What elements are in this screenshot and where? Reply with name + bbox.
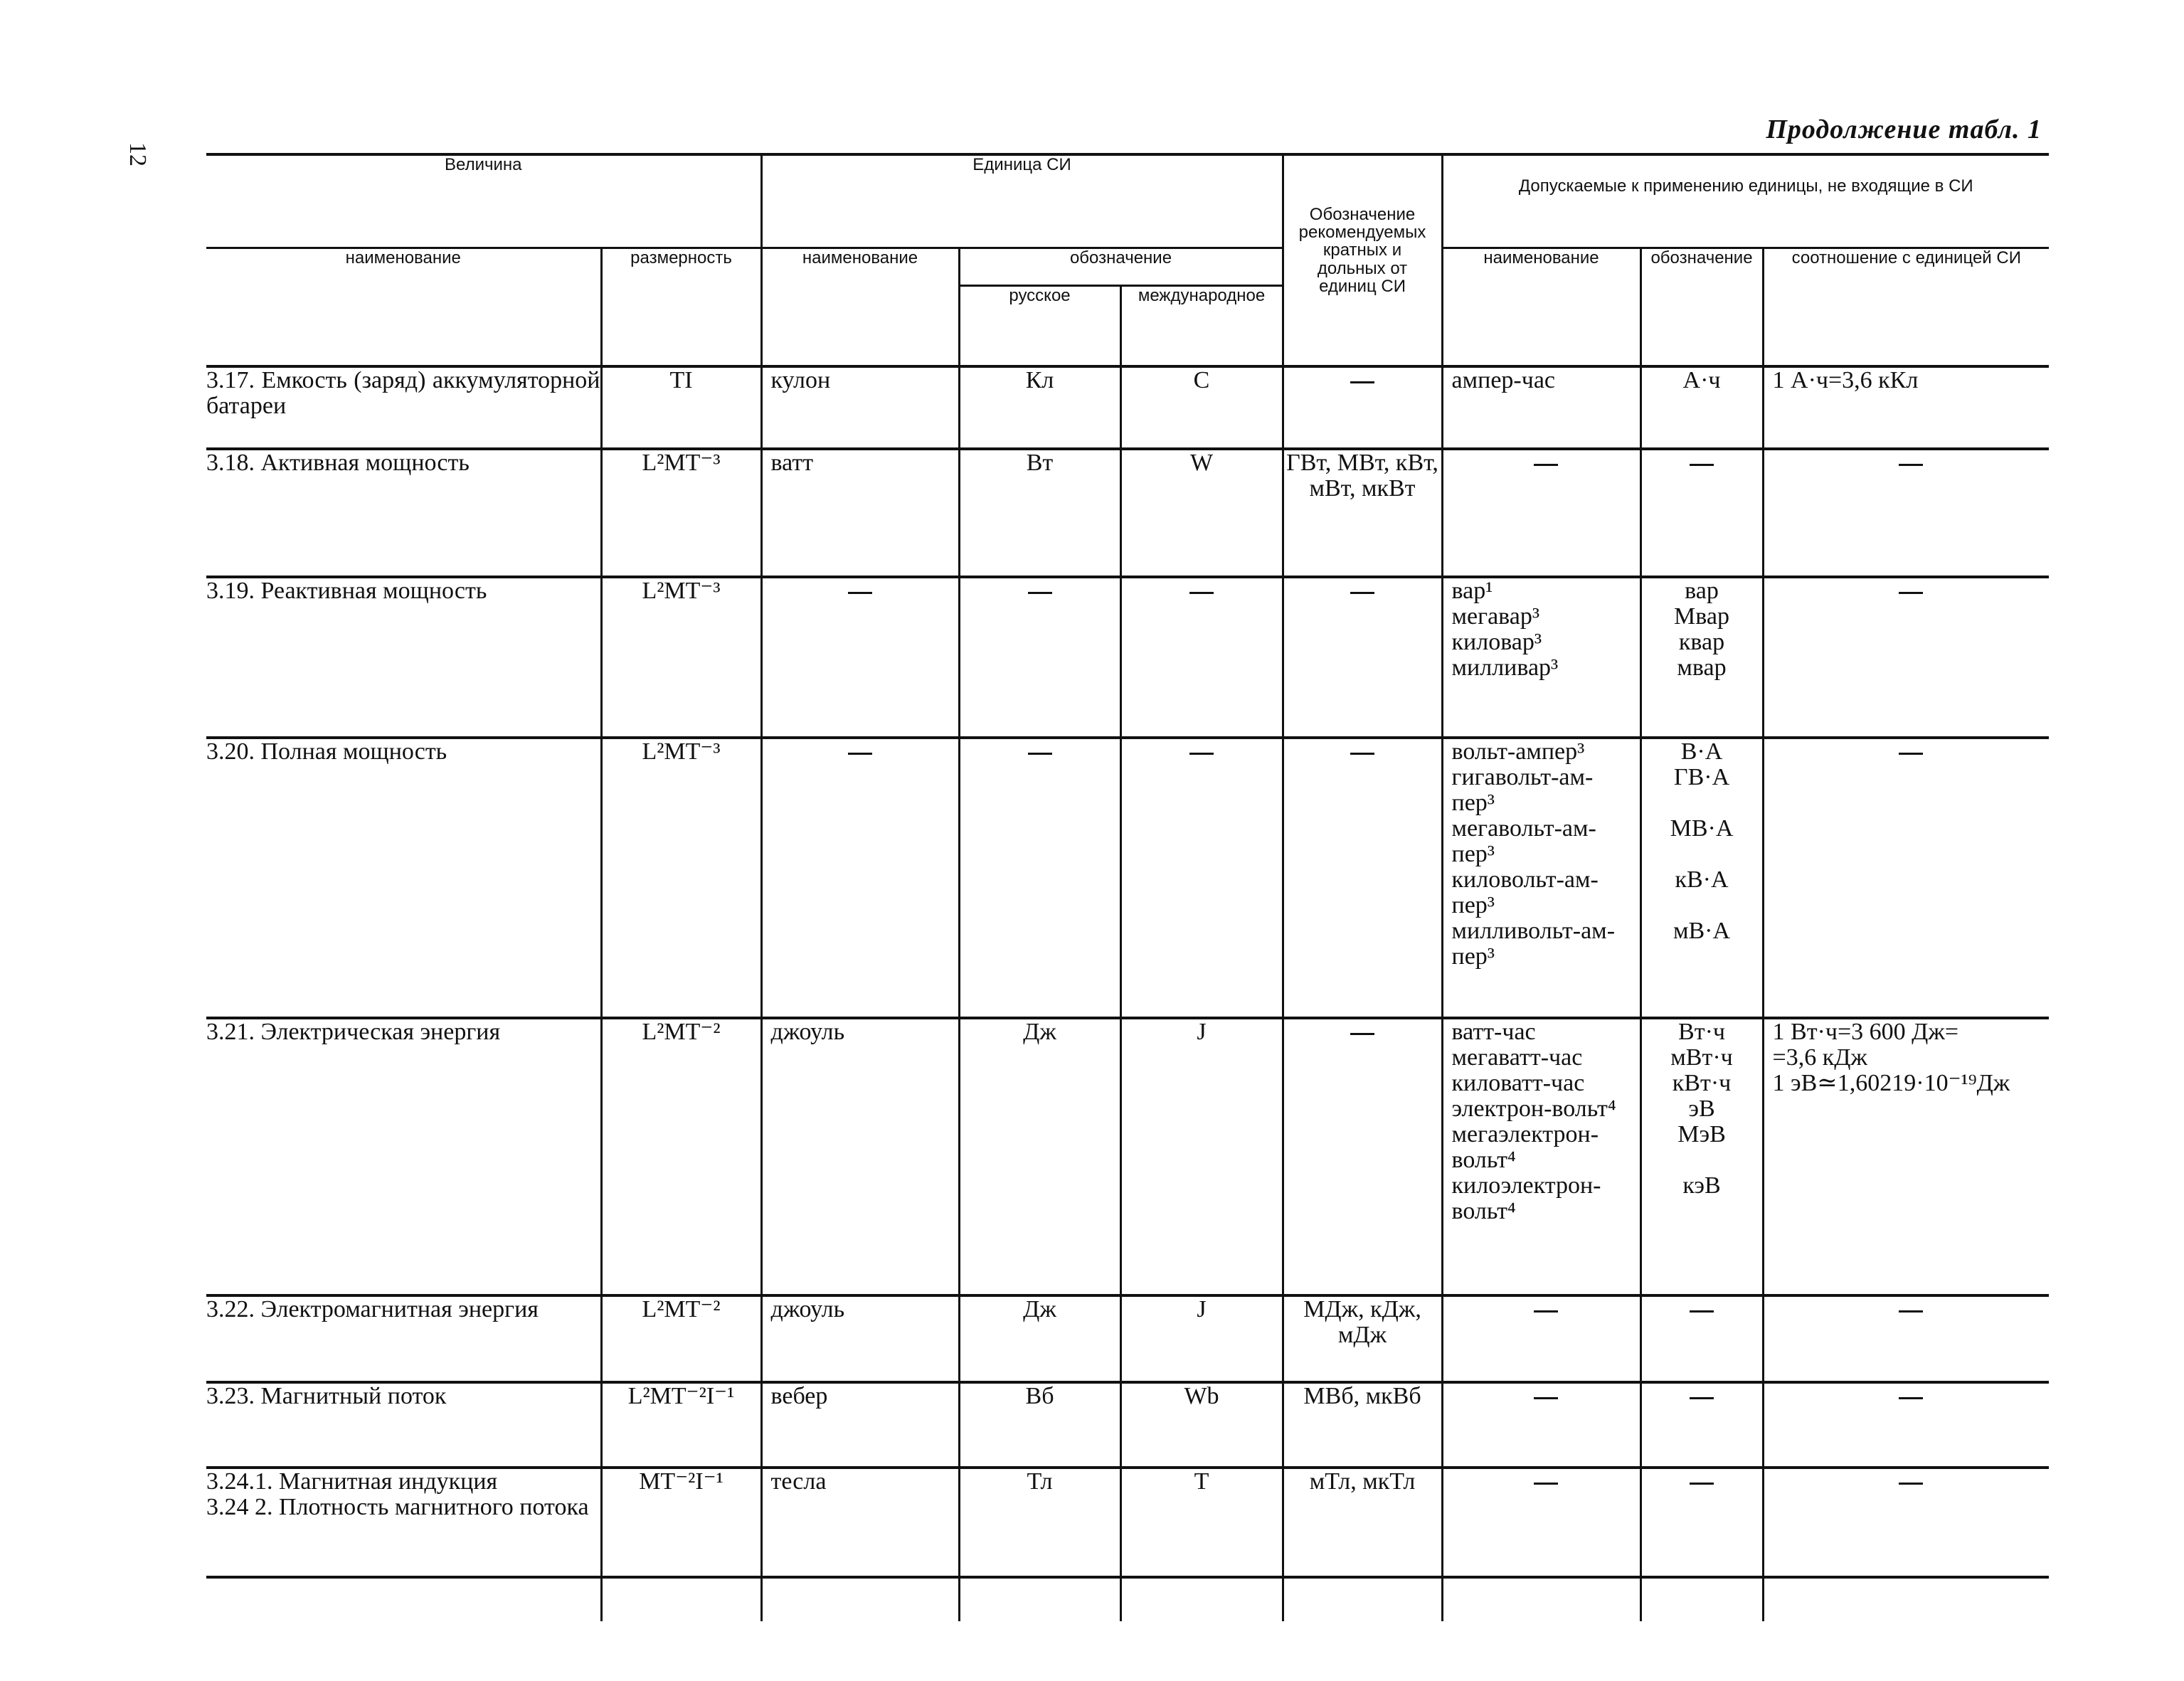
header-russian: русское — [959, 286, 1120, 367]
allowed-unit-name — [1442, 1295, 1640, 1382]
allowed-unit-name-line: вольт⁴ — [1451, 1198, 1516, 1224]
quantity-name: 3.23. Магнитный поток — [206, 1382, 601, 1468]
table-row — [206, 366, 2049, 449]
si-unit-name — [761, 738, 959, 1018]
dash-mark — [1690, 1397, 1714, 1399]
allowed-unit-ratio — [1763, 577, 2049, 738]
allowed-unit-name-line: мегаэлектрон- — [1451, 1121, 1599, 1147]
table-row — [206, 738, 2049, 1018]
allowed-unit-symbol — [1640, 1468, 1763, 1577]
allowed-unit-symbol-line: МэВ — [1677, 1121, 1726, 1147]
empty-cell — [601, 1577, 761, 1621]
dash-mark — [1534, 1483, 1558, 1485]
allowed-unit-symbol-line: ГВ·А — [1673, 764, 1730, 790]
table-row — [206, 1295, 2049, 1382]
table-body — [206, 366, 2049, 1621]
dash-mark — [1350, 753, 1374, 755]
allowed-unit-ratio — [1763, 366, 2049, 449]
allowed-unit-name-line: киловольт-ам- — [1451, 866, 1599, 893]
multiples-symbols: ГВт, МВт, кВт, мВт, мкВт — [1283, 449, 1442, 577]
si-symbol-international — [1120, 738, 1283, 1018]
table-row — [206, 1468, 2049, 1577]
table-row — [206, 449, 2049, 577]
header-q-dimension: размерность — [601, 248, 761, 367]
quantity-name: 3.19. Реактивная мощность — [206, 577, 601, 738]
allowed-unit-name-line: киловар³ — [1451, 629, 1542, 655]
empty-cell — [1283, 1577, 1442, 1621]
dash-mark — [1899, 464, 1923, 466]
dash-mark — [1028, 753, 1052, 755]
multiples-symbols — [1283, 1018, 1442, 1295]
allowed-unit-name-line: электрон-вольт⁴ — [1451, 1096, 1616, 1122]
allowed-unit-name — [1442, 577, 1640, 738]
allowed-unit-ratio — [1763, 738, 2049, 1018]
si-symbol-russian: Дж — [959, 1018, 1120, 1295]
si-symbol-international: J — [1120, 1295, 1283, 1382]
allowed-unit-name — [1442, 1468, 1640, 1577]
allowed-unit-symbol-line: кВ·А — [1675, 866, 1729, 893]
si-unit-name: ватт — [761, 449, 959, 577]
allowed-unit-ratio-line: =3,6 кДж — [1772, 1044, 1867, 1071]
si-symbol-international: W — [1120, 449, 1283, 577]
allowed-unit-ratio — [1763, 449, 2049, 577]
quantity-dimension: TI — [601, 366, 761, 449]
header-allowed-name: наименование — [1442, 248, 1640, 367]
si-symbol-international: T — [1120, 1468, 1283, 1577]
dash-mark — [1899, 1397, 1923, 1399]
header-international: международное — [1120, 286, 1283, 367]
empty-cell — [1442, 1577, 1640, 1621]
allowed-unit-symbol-line: вар — [1685, 578, 1719, 604]
si-units-table — [206, 153, 2049, 1621]
allowed-unit-symbol-line: В·А — [1680, 738, 1723, 765]
quantity-dimension: L²MT⁻² — [601, 1018, 761, 1295]
allowed-unit-symbol-line — [1642, 842, 1762, 867]
multiples-symbols — [1283, 366, 1442, 449]
allowed-unit-name-line: мегаватт-час — [1451, 1044, 1583, 1071]
header-q-name: наименование — [206, 248, 601, 367]
si-symbol-russian: Вб — [959, 1382, 1120, 1468]
quantity-name: 3.24.1. Магнитная индукция 3.24 2. Плотность магнитного потока — [206, 1468, 601, 1577]
allowed-unit-symbol-line: мвар — [1677, 654, 1727, 681]
allowed-unit-symbol-line: мВ·А — [1673, 918, 1731, 944]
allowed-unit-symbol-line: МВ·А — [1670, 815, 1734, 842]
quantity-name: 3.18. Активная мощность — [206, 449, 601, 577]
si-symbol-russian: Тл — [959, 1468, 1120, 1577]
header-si-name: наименование — [761, 248, 959, 367]
allowed-unit-name-line: ватт-час — [1451, 1019, 1536, 1045]
empty-cell — [1763, 1577, 2049, 1621]
allowed-unit-symbol-line: квар — [1678, 629, 1725, 655]
multiples-symbols — [1283, 738, 1442, 1018]
si-unit-name: кулон — [761, 366, 959, 449]
allowed-unit-symbol-line — [1642, 1199, 1762, 1224]
si-unit-name: вебер — [761, 1382, 959, 1468]
quantity-dimension: L²MT⁻² — [601, 1295, 761, 1382]
allowed-unit-name-line: пер³ — [1451, 892, 1495, 918]
empty-cell — [1640, 1577, 1763, 1621]
dash-mark — [1189, 592, 1214, 594]
allowed-unit-symbol-line: А·ч — [1682, 367, 1721, 393]
allowed-unit-name-line: пер³ — [1451, 943, 1495, 970]
dash-mark — [1350, 592, 1374, 594]
header-multiples: Обозначение рекомендуемых кратных и дольных от единиц СИ — [1283, 154, 1442, 366]
dash-mark — [1534, 1397, 1558, 1399]
allowed-unit-symbol-line — [1642, 1147, 1762, 1173]
allowed-unit-ratio — [1763, 1295, 2049, 1382]
allowed-unit-symbol-line: кэВ — [1682, 1172, 1721, 1199]
si-symbol-international: Wb — [1120, 1382, 1283, 1468]
allowed-unit-symbol-line: эВ — [1688, 1096, 1715, 1122]
si-symbol-international — [1120, 577, 1283, 738]
allowed-unit-name-line: вольт-ампер³ — [1451, 738, 1585, 765]
allowed-unit-name-line: милливар³ — [1451, 654, 1559, 681]
si-unit-name — [761, 577, 959, 738]
allowed-unit-name-line: вольт⁴ — [1451, 1147, 1516, 1173]
header-allowed-symbol: обозначение — [1640, 248, 1763, 367]
dash-mark — [1534, 464, 1558, 466]
header-quantity: Величина — [206, 154, 761, 248]
dash-mark — [1899, 592, 1923, 594]
header-allowed: Допускаемые к применению единицы, не входящие в СИ — [1442, 154, 2049, 248]
allowed-unit-symbol-line — [1642, 790, 1762, 816]
quantity-dimension: L²MT⁻²I⁻¹ — [601, 1382, 761, 1468]
allowed-unit-name-line: гигавольт-ам- — [1451, 764, 1594, 790]
quantity-dimension: L²MT⁻³ — [601, 449, 761, 577]
dash-mark — [1690, 1310, 1714, 1313]
empty-cell — [761, 1577, 959, 1621]
quantity-name: 3.22. Электромагнитная энергия — [206, 1295, 601, 1382]
allowed-unit-symbol-line — [1642, 893, 1762, 918]
allowed-unit-name-line: пер³ — [1451, 841, 1495, 867]
allowed-unit-name-line: вар¹ — [1451, 578, 1493, 604]
quantity-dimension: L²MT⁻³ — [601, 738, 761, 1018]
quantity-name: 3.20. Полная мощность — [206, 738, 601, 1018]
allowed-unit-symbol — [1640, 1382, 1763, 1468]
dash-mark — [1350, 1033, 1374, 1035]
allowed-unit-name — [1442, 1018, 1640, 1295]
allowed-unit-symbol-line: Мвар — [1674, 603, 1729, 630]
empty-cell — [206, 1577, 601, 1621]
allowed-unit-name-line: киловатт-час — [1451, 1070, 1585, 1096]
allowed-unit-name-line: ампер-час — [1451, 367, 1556, 393]
table-row — [206, 1382, 2049, 1468]
allowed-unit-symbol — [1640, 1295, 1763, 1382]
multiples-symbols: МДж, кДж, мДж — [1283, 1295, 1442, 1382]
dash-mark — [1189, 753, 1214, 755]
dash-mark — [1690, 1483, 1714, 1485]
table-header — [206, 154, 2049, 366]
allowed-unit-ratio — [1763, 1018, 2049, 1295]
header-allowed-ratio: соотношение с единицей СИ — [1763, 248, 2049, 367]
allowed-unit-symbol — [1640, 366, 1763, 449]
table-row — [206, 1018, 2049, 1295]
allowed-unit-name — [1442, 449, 1640, 577]
si-symbol-russian — [959, 577, 1120, 738]
dash-mark — [1690, 464, 1714, 466]
multiples-symbols: мТл, мкТл — [1283, 1468, 1442, 1577]
dash-mark — [1899, 1483, 1923, 1485]
multiples-symbols: МВб, мкВб — [1283, 1382, 1442, 1468]
quantity-name: 3.17. Емкость (заряд) аккумуляторной батареи — [206, 366, 601, 449]
quantity-dimension: L²MT⁻³ — [601, 577, 761, 738]
allowed-unit-symbol-line: кВт·ч — [1672, 1070, 1732, 1096]
allowed-unit-symbol — [1640, 738, 1763, 1018]
allowed-unit-symbol — [1640, 577, 1763, 738]
allowed-unit-name-line: килоэлектрон- — [1451, 1172, 1601, 1199]
allowed-unit-ratio — [1763, 1382, 2049, 1468]
table-caption: Продолжение табл. 1 — [1766, 115, 2042, 144]
header-designation: обозначение — [959, 248, 1283, 286]
multiples-symbols — [1283, 577, 1442, 738]
dash-mark — [1534, 1310, 1558, 1313]
allowed-unit-symbol — [1640, 1018, 1763, 1295]
allowed-unit-ratio-line: 1 Вт·ч=3 600 Дж= — [1772, 1019, 1959, 1045]
si-symbol-international: C — [1120, 366, 1283, 449]
allowed-unit-ratio-line: 1 эВ≃1,60219·10⁻¹⁹Дж — [1772, 1070, 2010, 1096]
dash-mark — [1899, 1310, 1923, 1313]
table-row — [206, 577, 2049, 738]
si-unit-name: джоуль — [761, 1018, 959, 1295]
allowed-unit-symbol-line — [1642, 944, 1762, 970]
allowed-unit-ratio — [1763, 1468, 2049, 1577]
allowed-unit-name-line: пер³ — [1451, 790, 1495, 816]
si-unit-name: тесла — [761, 1468, 959, 1577]
page-number: 12 — [124, 142, 151, 166]
allowed-unit-name — [1442, 738, 1640, 1018]
allowed-unit-symbol — [1640, 449, 1763, 577]
si-symbol-russian: Дж — [959, 1295, 1120, 1382]
allowed-unit-name — [1442, 1382, 1640, 1468]
allowed-unit-name — [1442, 366, 1640, 449]
allowed-unit-symbol-line: Вт·ч — [1678, 1019, 1725, 1045]
si-symbol-russian — [959, 738, 1120, 1018]
continuation-row — [206, 1577, 2049, 1621]
empty-cell — [959, 1577, 1120, 1621]
allowed-unit-symbol-line: мВт·ч — [1670, 1044, 1733, 1071]
header-si-unit: Единица СИ — [761, 154, 1283, 248]
allowed-unit-ratio-line: 1 А·ч=3,6 кКл — [1772, 367, 1919, 393]
si-symbol-international: J — [1120, 1018, 1283, 1295]
dash-mark — [1028, 592, 1052, 594]
allowed-unit-name-line: мегавар³ — [1451, 603, 1540, 630]
dash-mark — [1350, 381, 1374, 383]
dash-mark — [1899, 753, 1923, 755]
allowed-unit-name-line: мегавольт-ам- — [1451, 815, 1596, 842]
si-symbol-russian: Кл — [959, 366, 1120, 449]
empty-cell — [1120, 1577, 1283, 1621]
si-unit-name: джоуль — [761, 1295, 959, 1382]
si-symbol-russian: Вт — [959, 449, 1120, 577]
quantity-name: 3.21. Электрическая энергия — [206, 1018, 601, 1295]
dash-mark — [848, 753, 872, 755]
allowed-unit-name-line: милливольт-ам- — [1451, 918, 1616, 944]
quantity-dimension: MT⁻²I⁻¹ — [601, 1468, 761, 1577]
dash-mark — [848, 592, 872, 594]
